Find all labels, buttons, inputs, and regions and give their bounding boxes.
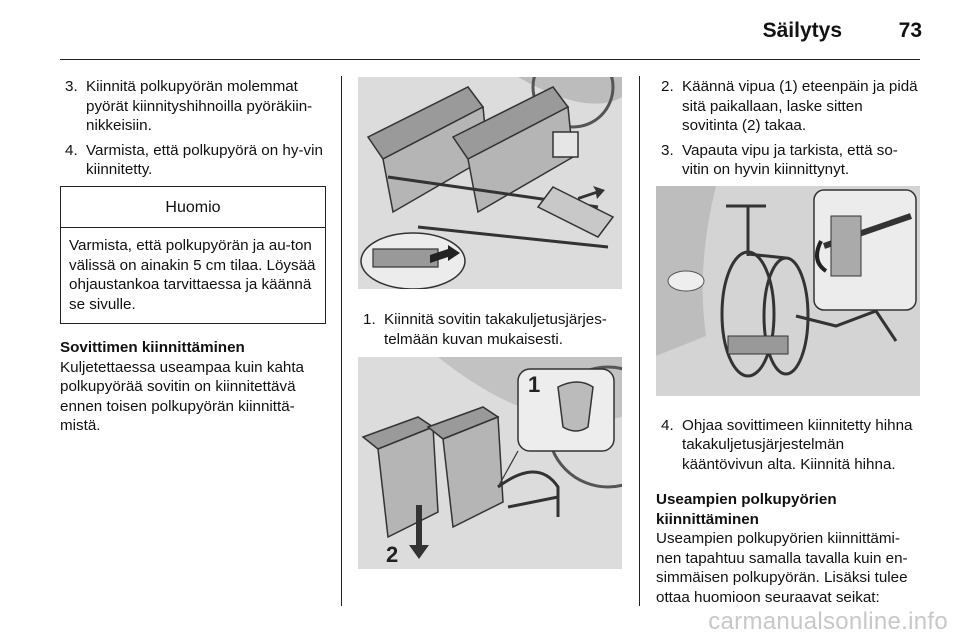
list-item [656,416,920,475]
caution-title: Huomio [61,187,325,229]
column-2 [358,77,622,569]
section-heading: Useampien polkupyörien kiinnittäminen [656,491,837,528]
step-number: 4. [65,141,78,159]
watermark-text: carmanualsonline.info [708,608,948,635]
callout-1: 1 [528,372,541,397]
column-3 [656,77,920,607]
illustration-adapter-rails [358,77,622,289]
step-text: Varmista, että polkupyörä on hy-vin kiinnitetty. [86,141,323,178]
step-number: 2. [661,78,674,95]
list-item [60,77,326,136]
list-item [656,77,920,136]
caution-text: Varmista, että polkupyörän ja au-ton välissä on ainakin 5 cm tilaa. Löysää ohjaustankoa tarvittaessa ja käännä se sivulle. [69,237,316,313]
list-item [358,310,622,349]
step-list [60,77,326,180]
step-text: Vapauta vipu ja tarkista, että so-vitin on hyvin kiinnittynyt. [682,141,898,178]
column-divider-2 [639,76,640,606]
step-number: 1. [363,311,376,328]
callout-2: 2 [386,542,399,567]
step-text: Kiinnitä sovitin takakuljetusjärjes-telmään kuvan mukaisesti. [384,311,607,348]
step-list [656,416,920,475]
page-header [0,0,960,60]
page-title: Säilytys [762,19,842,42]
illustration-attach-adapter [358,357,622,569]
list-item [656,141,920,180]
section-paragraph: Kuljetettaessa useampaa kuin kahta polkupyörää sovitin on kiinnitettävä ennen toisen polkupyörän kiinnittä-mistä. [60,358,305,434]
column-1 [60,77,326,436]
section-heading: Sovittimen kiinnittäminen [60,339,245,356]
column-divider-1 [341,76,342,606]
caution-box [60,186,326,325]
step-number: 3. [661,141,674,159]
step-text: Käännä vipua (1) eteenpäin ja pidä sitä paikallaan, laske sitten sovitinta (2) takaa. [682,78,918,134]
list-item [60,141,326,180]
header-rule [60,59,920,60]
bike-on-carrier-drawing [656,186,920,396]
section-paragraph: Useampien polkupyörien kiinnittämi-nen tapahtuu samalla tavalla kuin en-simmäisen polkupyörän. Lisäksi tulee ottaa huomioon seuraavat seikat: [656,530,908,606]
adapter-rails-drawing [358,77,622,289]
step-text: Kiinnitä polkupyörän molemmat pyörät kiinnityshihnoilla pyöräkiin-nikkeisiin. [86,78,313,134]
attach-adapter-drawing [358,357,622,569]
step-list [358,310,622,349]
step-number: 3. [65,78,78,95]
step-list [656,77,920,180]
page-number: 73 [898,19,922,42]
illustration-bike-on-carrier [656,186,920,396]
step-number: 4. [661,416,674,434]
step-text: Ohjaa sovittimeen kiinnitetty hihna takakuljetusjärjestelmän kääntövivun alta. Kiinnitä hihna. [682,416,913,473]
